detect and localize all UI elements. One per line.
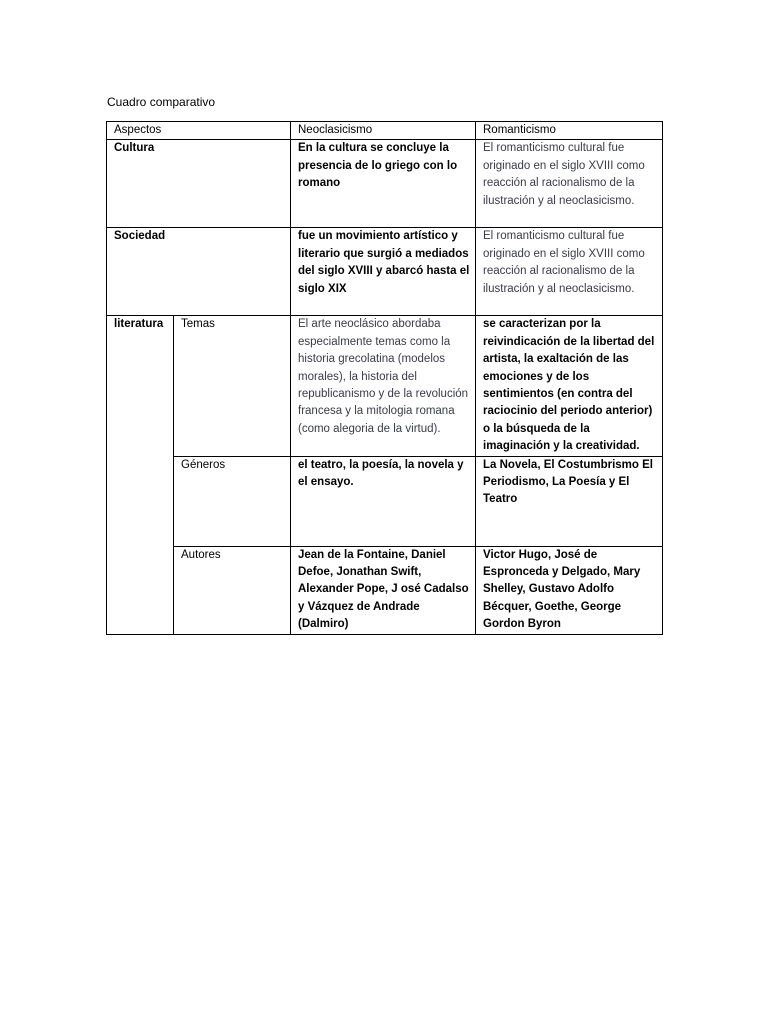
label-cultura: Cultura	[107, 140, 291, 228]
cell-autores-neoclasicismo: Jean de la Fontaine, Daniel Defoe, Jonathan Swift, Alexander Pope, J osé Cadalso y Vázquez de Andrade (Dalmiro)	[291, 546, 476, 634]
row-generos	[107, 456, 663, 546]
header-aspectos: Aspectos	[107, 122, 291, 140]
cell-cultura-neoclasicismo: En la cultura se concluye la presencia de lo griego con lo romano	[291, 140, 476, 228]
cell-temas-neoclasicismo: El arte neoclásico abordaba especialmente temas como la historia grecolatina (modelos morales), la historia del republicanismo y de la revolución francesa y la mitologia romana (como alegoria de la virtud).	[291, 316, 476, 456]
comparison-table	[106, 121, 663, 635]
label-temas: Temas	[174, 316, 291, 456]
label-generos: Géneros	[174, 456, 291, 546]
row-sociedad	[107, 228, 663, 316]
cell-sociedad-neoclasicismo: fue un movimiento artístico y literario que surgió a mediados del siglo XVIII y abarcó hasta el siglo XIX	[291, 228, 476, 316]
header-row	[107, 122, 663, 140]
cell-generos-neoclasicismo: el teatro, la poesía, la novela y el ensayo.	[291, 456, 476, 546]
row-autores	[107, 546, 663, 634]
cell-sociedad-romanticismo: El romanticismo cultural fue originado en el siglo XVIII como reacción al racionalismo de la ilustración y al neoclasicismo.	[476, 228, 663, 316]
header-neoclasicismo: Neoclasicismo	[291, 122, 476, 140]
label-autores: Autores	[174, 546, 291, 634]
row-temas	[107, 316, 663, 456]
label-sociedad: Sociedad	[107, 228, 291, 316]
page-title: Cuadro comparativo	[107, 95, 216, 109]
row-cultura	[107, 140, 663, 228]
header-romanticismo: Romanticismo	[476, 122, 663, 140]
cell-autores-romanticismo: Victor Hugo, José de Espronceda y Delgado, Mary Shelley, Gustavo Adolfo Bécquer, Goethe, George Gordon Byron	[476, 546, 663, 634]
cell-cultura-romanticismo: El romanticismo cultural fue originado en el siglo XVIII como reacción al racionalismo de la ilustración y al neoclasicismo.	[476, 140, 663, 228]
cell-generos-romanticismo: La Novela, El Costumbrismo El Periodismo, La Poesía y El Teatro	[476, 456, 663, 546]
label-literatura: literatura	[107, 316, 174, 634]
cell-temas-romanticismo: se caracterizan por la reivindicación de la libertad del artista, la exaltación de las emociones y de los sentimientos (en contra del raciocinio del periodo anterior) o la búsqueda de la imaginación y la creatividad.	[476, 316, 663, 456]
